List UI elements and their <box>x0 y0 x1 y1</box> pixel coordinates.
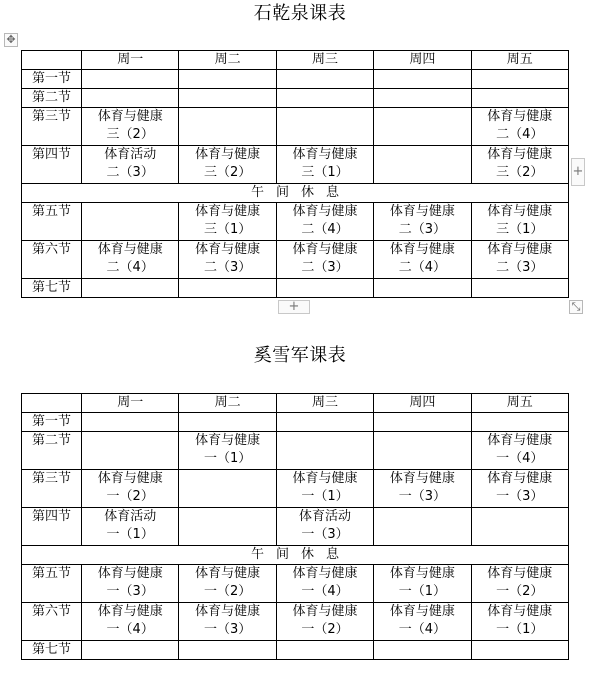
schedule-cell[interactable] <box>179 89 276 108</box>
course-name: 体育与健康 <box>195 242 261 257</box>
course-name: 体育与健康 <box>487 109 553 124</box>
course-name: 体育与健康 <box>389 204 455 219</box>
table-title: 奚雪军课表 <box>253 345 347 366</box>
schedule-cell[interactable] <box>374 565 471 603</box>
period-label: 第六节 <box>22 241 82 279</box>
table-move-handle-icon[interactable]: ✥ <box>4 33 18 47</box>
schedule-cell[interactable] <box>374 108 471 146</box>
schedule-cell[interactable] <box>276 89 373 108</box>
schedule-cell[interactable] <box>276 470 373 508</box>
course-name: 体育活动 <box>104 147 157 162</box>
class-code: 一（3） <box>301 527 349 542</box>
period-label: 第二节 <box>22 89 82 108</box>
course-name: 体育与健康 <box>195 566 261 581</box>
course-name: 体育与健康 <box>389 566 455 581</box>
course-name: 体育活动 <box>104 509 157 524</box>
schedule-cell[interactable] <box>471 146 568 184</box>
schedule-cell[interactable] <box>276 413 373 432</box>
table-title: 石乾泉课表 <box>253 3 347 24</box>
day-header: 周四 <box>374 394 471 413</box>
course-name: 体育与健康 <box>487 242 553 257</box>
lunch-row <box>22 546 569 565</box>
class-code: 二（3） <box>106 165 154 180</box>
schedule-cell[interactable] <box>471 89 568 108</box>
schedule-cell[interactable] <box>179 203 276 241</box>
schedule-cell[interactable] <box>471 641 568 660</box>
class-code: 一（3） <box>496 489 544 504</box>
schedule-cell[interactable] <box>276 241 373 279</box>
class-code: 一（4） <box>301 584 349 599</box>
day-header: 周一 <box>82 394 179 413</box>
period-label: 第五节 <box>22 203 82 241</box>
schedule-cell[interactable] <box>276 508 373 546</box>
period-label: 第一节 <box>22 413 82 432</box>
period-label: 第六节 <box>22 603 82 641</box>
schedule-cell[interactable] <box>374 203 471 241</box>
schedule-cell[interactable] <box>374 413 471 432</box>
course-name: 体育与健康 <box>195 433 261 448</box>
schedule-cell[interactable] <box>374 641 471 660</box>
day-header: 周三 <box>276 51 373 70</box>
schedule-cell[interactable] <box>374 146 471 184</box>
course-name: 体育与健康 <box>97 242 163 257</box>
period-label: 第二节 <box>22 432 82 470</box>
course-name: 体育活动 <box>298 509 351 524</box>
course-name: 体育与健康 <box>292 566 358 581</box>
schedule-cell[interactable] <box>82 565 179 603</box>
lunch-break-label: 午间休息 <box>22 184 569 203</box>
class-code: 一（3） <box>398 489 446 504</box>
table-row <box>22 603 569 641</box>
period-label: 第四节 <box>22 146 82 184</box>
class-code: 二（3） <box>301 260 349 275</box>
table-row <box>22 203 569 241</box>
schedule-cell[interactable] <box>471 70 568 89</box>
class-code: 三（1） <box>203 222 252 237</box>
schedule-cell[interactable] <box>471 470 568 508</box>
period-label: 第一节 <box>22 70 82 89</box>
class-code: 二（3） <box>398 222 446 237</box>
schedule-cell[interactable] <box>82 508 179 546</box>
course-name: 体育与健康 <box>292 471 358 486</box>
schedule-table <box>21 393 569 660</box>
day-header: 周二 <box>179 394 276 413</box>
schedule-cell[interactable] <box>82 70 179 89</box>
schedule-cell[interactable] <box>276 70 373 89</box>
schedule-cell[interactable] <box>179 603 276 641</box>
schedule-cell[interactable] <box>179 641 276 660</box>
schedule-cell[interactable] <box>179 470 276 508</box>
class-code: 一（3） <box>203 622 252 637</box>
course-name: 体育与健康 <box>195 604 261 619</box>
course-name: 体育与健康 <box>97 471 163 486</box>
course-name: 体育与健康 <box>97 566 163 581</box>
schedule-cell[interactable] <box>374 432 471 470</box>
schedule-cell[interactable] <box>471 279 568 298</box>
schedule-cell[interactable] <box>374 279 471 298</box>
schedule-cell[interactable] <box>82 279 179 298</box>
period-label: 第四节 <box>22 508 82 546</box>
day-header: 周四 <box>374 51 471 70</box>
schedule-cell[interactable] <box>82 146 179 184</box>
schedule-cell[interactable] <box>276 108 373 146</box>
table-row <box>22 108 569 146</box>
course-name: 体育与健康 <box>389 604 455 619</box>
table-row <box>22 279 569 298</box>
course-name: 体育与健康 <box>292 242 358 257</box>
table-resize-icon[interactable]: ⤡ <box>569 300 583 314</box>
schedule-cell[interactable] <box>179 413 276 432</box>
class-code: 二（4） <box>301 222 349 237</box>
schedule-cell[interactable] <box>276 146 373 184</box>
table-row <box>22 508 569 546</box>
schedule-cell[interactable] <box>374 508 471 546</box>
class-code: 三（2） <box>496 165 544 180</box>
schedule-cell[interactable] <box>82 241 179 279</box>
course-name: 体育与健康 <box>389 242 455 257</box>
schedule-cell[interactable] <box>276 565 373 603</box>
schedule-cell[interactable] <box>276 432 373 470</box>
schedule-cell[interactable] <box>471 508 568 546</box>
schedule-cell[interactable] <box>82 89 179 108</box>
table-row <box>22 413 569 432</box>
class-code: 一（2） <box>301 622 349 637</box>
day-header: 周五 <box>471 51 568 70</box>
schedule-cell[interactable] <box>82 108 179 146</box>
class-code: 一（1） <box>203 451 252 466</box>
schedule-cell[interactable] <box>471 203 568 241</box>
schedule-cell[interactable] <box>471 413 568 432</box>
course-name: 体育与健康 <box>487 604 553 619</box>
header-row <box>22 394 569 413</box>
period-label: 第七节 <box>22 279 82 298</box>
schedule-table <box>21 50 569 298</box>
period-label: 第七节 <box>22 641 82 660</box>
schedule-cell[interactable] <box>179 108 276 146</box>
schedule-cell[interactable] <box>82 203 179 241</box>
add-row-button[interactable]: + <box>278 300 310 314</box>
table-row <box>22 241 569 279</box>
schedule-cell[interactable] <box>179 241 276 279</box>
class-code: 三（1） <box>496 222 544 237</box>
schedule-cell[interactable] <box>471 432 568 470</box>
schedule-cell[interactable] <box>82 641 179 660</box>
schedule-cell[interactable] <box>276 641 373 660</box>
class-code: 一（1） <box>496 622 544 637</box>
course-name: 体育与健康 <box>487 204 553 219</box>
table-row <box>22 146 569 184</box>
class-code: 一（1） <box>106 527 154 542</box>
class-code: 一（4） <box>398 622 446 637</box>
day-header: 周二 <box>179 51 276 70</box>
class-code: 三（1） <box>301 165 349 180</box>
schedule-cell[interactable] <box>179 146 276 184</box>
schedule-cell[interactable] <box>471 108 568 146</box>
class-code: 三（2） <box>203 165 252 180</box>
class-code: 一（3） <box>106 584 154 599</box>
table-row <box>22 470 569 508</box>
schedule-cell[interactable] <box>179 70 276 89</box>
table-row <box>22 641 569 660</box>
table-row <box>22 70 569 89</box>
course-name: 体育与健康 <box>292 604 358 619</box>
table-row <box>22 565 569 603</box>
course-name: 体育与健康 <box>195 204 261 219</box>
course-name: 体育与健康 <box>487 147 553 162</box>
lunch-break-label: 午间休息 <box>22 546 569 565</box>
class-code: 一（2） <box>496 584 544 599</box>
class-code: 一（4） <box>496 451 544 466</box>
schedule-cell[interactable] <box>374 241 471 279</box>
schedule-cell[interactable] <box>276 279 373 298</box>
corner-cell <box>22 51 82 70</box>
schedule-cell[interactable] <box>179 432 276 470</box>
class-code: 一（1） <box>398 584 446 599</box>
schedule-cell[interactable] <box>82 470 179 508</box>
schedule-cell[interactable] <box>276 603 373 641</box>
schedule-cell[interactable] <box>374 70 471 89</box>
lunch-row <box>22 184 569 203</box>
day-header: 周一 <box>82 51 179 70</box>
schedule-cell[interactable] <box>471 603 568 641</box>
corner-cell <box>22 394 82 413</box>
table-row <box>22 89 569 108</box>
period-label: 第五节 <box>22 565 82 603</box>
class-code: 二（3） <box>203 260 252 275</box>
schedule-cell[interactable] <box>82 432 179 470</box>
course-name: 体育与健康 <box>195 147 261 162</box>
class-code: 二（4） <box>496 127 544 142</box>
course-name: 体育与健康 <box>292 204 358 219</box>
period-label: 第三节 <box>22 470 82 508</box>
class-code: 二（3） <box>496 260 544 275</box>
schedule-cell[interactable] <box>179 565 276 603</box>
class-code: 二（4） <box>106 260 154 275</box>
class-code: 一（2） <box>203 584 252 599</box>
schedule-cell[interactable] <box>374 470 471 508</box>
course-name: 体育与健康 <box>97 109 163 124</box>
course-name: 体育与健康 <box>389 471 455 486</box>
class-code: 二（4） <box>398 260 446 275</box>
course-name: 体育与健康 <box>292 147 358 162</box>
schedule-cell[interactable] <box>374 603 471 641</box>
day-header: 周三 <box>276 394 373 413</box>
class-code: 一（2） <box>106 489 154 504</box>
schedule-cell[interactable] <box>179 508 276 546</box>
class-code: 一（4） <box>106 622 154 637</box>
table-row <box>22 432 569 470</box>
class-code: 三（2） <box>106 127 154 142</box>
course-name: 体育与健康 <box>97 604 163 619</box>
schedule-cell[interactable] <box>471 241 568 279</box>
day-header: 周五 <box>471 394 568 413</box>
schedule-cell[interactable] <box>179 279 276 298</box>
schedule-cell[interactable] <box>82 603 179 641</box>
period-label: 第三节 <box>22 108 82 146</box>
course-name: 体育与健康 <box>487 566 553 581</box>
course-name: 体育与健康 <box>487 471 553 486</box>
class-code: 一（1） <box>301 489 349 504</box>
add-column-button[interactable]: + <box>571 158 585 186</box>
header-row <box>22 51 569 70</box>
schedule-cell[interactable] <box>374 89 471 108</box>
schedule-cell[interactable] <box>471 565 568 603</box>
schedule-cell[interactable] <box>82 413 179 432</box>
schedule-cell[interactable] <box>276 203 373 241</box>
course-name: 体育与健康 <box>487 433 553 448</box>
